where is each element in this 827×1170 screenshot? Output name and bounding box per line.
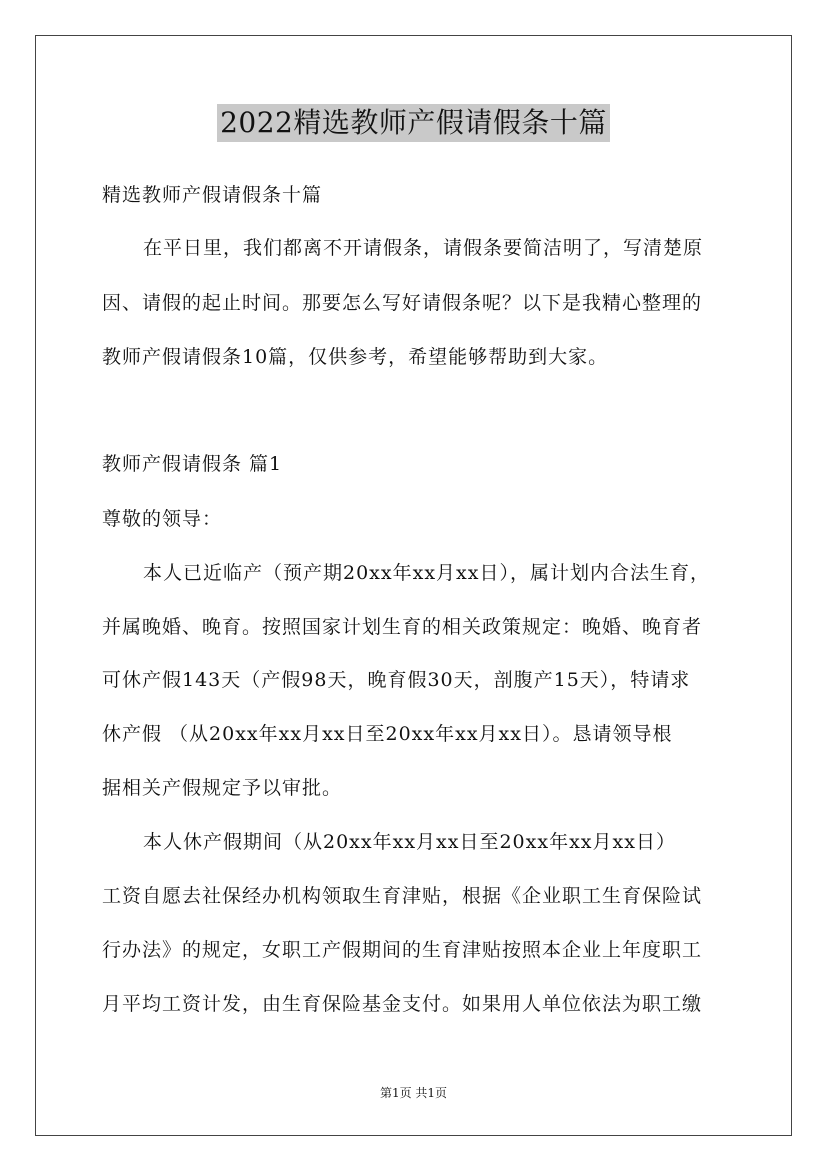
paragraph2-line: 本人休产假期间（从20xx年xx月xx日至20xx年xx月xx日） [143, 831, 676, 853]
section-heading: 教师产假请假条 篇1 [102, 453, 283, 475]
intro-line: 教师产假请假条10篇，仅供参考，希望能够帮助到大家。 [102, 346, 609, 368]
intro-line: 因、请假的起止时间。那要怎么写好请假条呢？以下是我精心整理的 [102, 292, 703, 314]
title-container [0, 104, 827, 142]
paragraph2-line: 工资自愿去社保经办机构领取生育津贴，根据《企业职工生育保险试 [102, 885, 703, 907]
intro-line: 在平日里，我们都离不开请假条，请假条要简洁明了，写清楚原 [143, 237, 704, 259]
document-subtitle: 精选教师产假请假条十篇 [102, 184, 323, 206]
page-footer: 第1页 共1页 [379, 1086, 448, 1100]
paragraph2-line: 行办法》的规定，女职工产假期间的生育津贴按照本企业上年度职工 [102, 939, 703, 961]
salutation: 尊敬的领导： [102, 508, 223, 530]
paragraph1-line: 休产假 （从20xx年xx月xx日至20xx年xx月xx日）。恳请领导根 [102, 723, 673, 745]
document-title: 2022精选教师产假请假条十篇 [217, 104, 610, 142]
paragraph1-line: 据相关产假规定予以审批。 [102, 777, 343, 799]
paragraph1-line: 并属晚婚、晚育。按照国家计划生育的相关政策规定：晚婚、晚育者 [102, 616, 703, 638]
paragraph1-line: 可休产假143天（产假98天，晚育假30天，剖腹产15天），特请求 [102, 669, 691, 691]
paragraph2-line: 月平均工资计发，由生育保险基金支付。如果用人单位依法为职工缴 [102, 993, 703, 1015]
paragraph1-line: 本人已近临产（预产期20xx年xx月xx日），属计划内合法生育， [143, 562, 710, 584]
